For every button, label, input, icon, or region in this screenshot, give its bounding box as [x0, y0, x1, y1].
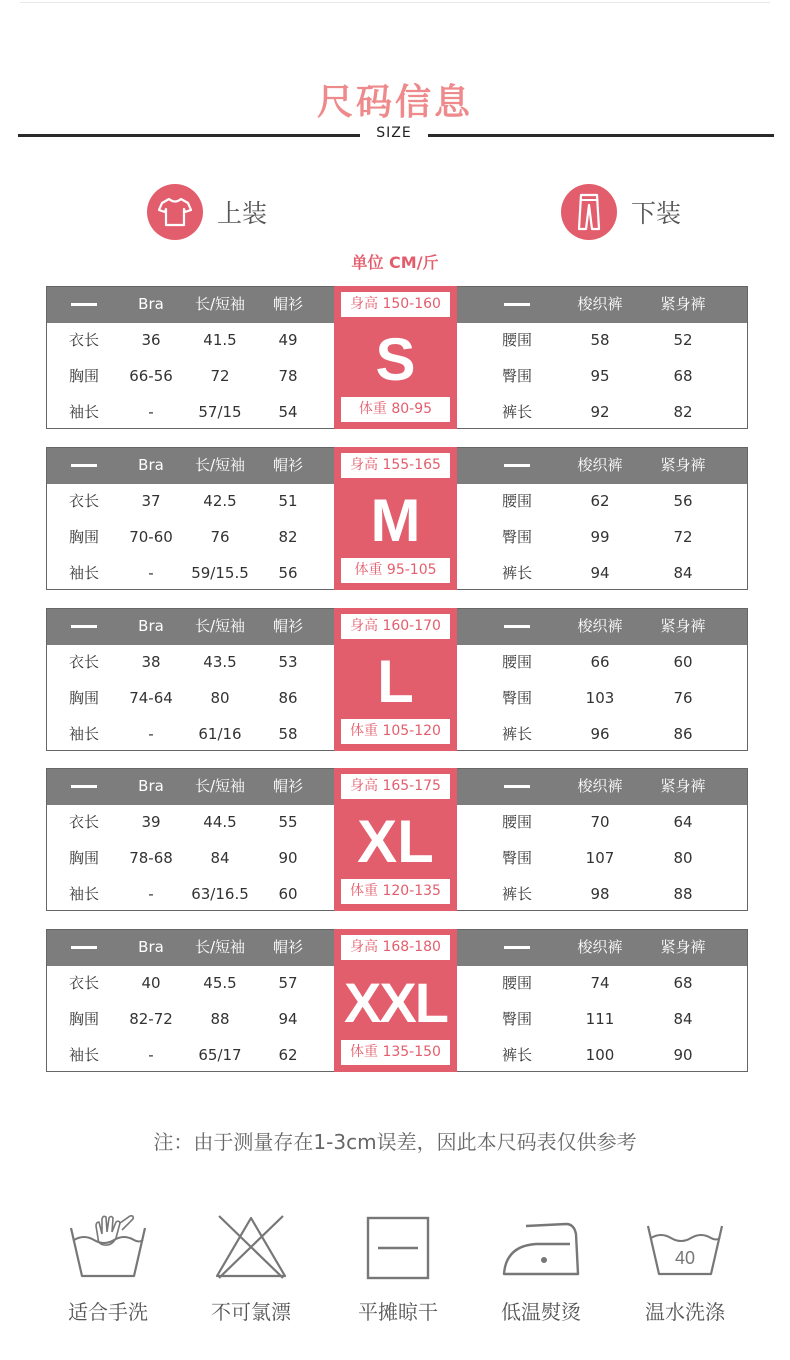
low-iron-icon — [496, 1212, 586, 1282]
size-letter: XL — [357, 808, 434, 875]
header-dash-bottom — [504, 946, 530, 949]
column-header: Bra — [138, 938, 164, 956]
column-header: 紧身裤 — [660, 295, 706, 313]
column-header: 帽衫 — [272, 617, 303, 635]
height-range: 身高 168-180 — [341, 935, 450, 960]
table-cell: 66-56 — [129, 367, 173, 385]
size-letter: S — [375, 326, 416, 393]
header-dash-top — [71, 303, 97, 306]
row-label: 臀围 — [501, 1010, 532, 1028]
unit-label: 单位 CM/斤 — [351, 253, 439, 272]
header-dash-top — [71, 625, 97, 628]
header-dash-bottom — [504, 464, 530, 467]
column-header: 长/短袖 — [194, 456, 246, 474]
table-cell: 88 — [673, 885, 693, 903]
wash-40-icon — [645, 1212, 725, 1282]
table-cell: 37 — [141, 492, 161, 510]
table-cell: - — [148, 725, 154, 743]
row-label: 袖长 — [68, 564, 99, 582]
column-header: 长/短袖 — [194, 777, 246, 795]
column-header: 紧身裤 — [660, 617, 706, 635]
table-cell: 57 — [278, 974, 298, 992]
column-header: 梭织裤 — [577, 777, 623, 795]
table-cell: 55 — [278, 813, 298, 831]
row-label: 胸围 — [68, 528, 99, 546]
row-label: 裤长 — [501, 725, 532, 743]
table-cell: 65/17 — [198, 1046, 242, 1064]
title-rule-left — [18, 134, 360, 137]
height-range: 身高 160-170 — [341, 614, 450, 639]
size-panel — [334, 608, 457, 751]
table-cell: 38 — [141, 653, 161, 671]
row-label: 腰围 — [501, 331, 532, 349]
table-cell: 78-68 — [129, 849, 173, 867]
row-label: 腰围 — [501, 813, 532, 831]
table-cell: 42.5 — [203, 492, 237, 510]
table-cell: 54 — [278, 403, 298, 421]
column-header: 梭织裤 — [577, 456, 623, 474]
table-cell: 58 — [278, 725, 298, 743]
table-cell: - — [148, 885, 154, 903]
size-panel — [334, 929, 457, 1072]
column-header: 紧身裤 — [660, 777, 706, 795]
table-cell: 98 — [590, 885, 610, 903]
dry-flat-icon — [358, 1212, 438, 1282]
pants-icon — [561, 184, 617, 240]
table-cell: 45.5 — [203, 974, 237, 992]
weight-range: 体重 120-135 — [341, 879, 450, 904]
table-cell: 74 — [590, 974, 610, 992]
table-cell: 43.5 — [203, 653, 237, 671]
table-cell: 51 — [278, 492, 298, 510]
table-cell: - — [148, 1046, 154, 1064]
size-table-m — [46, 447, 748, 590]
size-table-l — [46, 608, 748, 751]
header-dash-top — [71, 464, 97, 467]
row-label: 臀围 — [501, 689, 532, 707]
row-label: 衣长 — [68, 813, 99, 831]
row-label: 袖长 — [68, 403, 99, 421]
table-cell: 95 — [590, 367, 610, 385]
table-cell: 84 — [673, 564, 693, 582]
weight-range: 体重 135-150 — [341, 1040, 450, 1065]
category-top — [147, 184, 267, 240]
column-header: 长/短袖 — [194, 617, 246, 635]
table-cell: 66 — [590, 653, 610, 671]
table-cell: 70 — [590, 813, 610, 831]
table-cell: 61/16 — [198, 725, 242, 743]
row-label: 裤长 — [501, 564, 532, 582]
category-bottom — [561, 184, 681, 240]
height-range: 身高 150-160 — [341, 292, 450, 317]
title-rule-right — [428, 134, 774, 137]
table-cell: 94 — [278, 1010, 298, 1028]
tshirt-icon — [147, 184, 203, 240]
row-label: 臀围 — [501, 367, 532, 385]
column-header: 梭织裤 — [577, 295, 623, 313]
table-cell: 84 — [210, 849, 230, 867]
row-label: 衣长 — [68, 331, 99, 349]
table-cell: 82-72 — [129, 1010, 173, 1028]
care-label: 适合手洗 — [68, 1300, 148, 1324]
height-range: 身高 155-165 — [341, 453, 450, 478]
table-cell: 70-60 — [129, 528, 173, 546]
size-panel — [334, 286, 457, 429]
wash-temp: 40 — [674, 1248, 696, 1268]
care-label: 温水洗涤 — [645, 1300, 725, 1324]
table-cell: 63/16.5 — [191, 885, 249, 903]
weight-range: 体重 80-95 — [341, 397, 450, 422]
row-label: 臀围 — [501, 849, 532, 867]
row-label: 胸围 — [68, 367, 99, 385]
table-cell: 90 — [673, 1046, 693, 1064]
weight-range: 体重 105-120 — [341, 719, 450, 744]
category-bottom-label: 下装 — [631, 199, 682, 228]
row-label: 臀围 — [501, 528, 532, 546]
column-header: 帽衫 — [272, 295, 303, 313]
table-cell: 94 — [590, 564, 610, 582]
table-cell: 64 — [673, 813, 693, 831]
column-header: Bra — [138, 617, 164, 635]
page-title: 尺码信息 — [316, 82, 473, 123]
table-cell: 100 — [585, 1046, 615, 1064]
care-label: 不可氯漂 — [211, 1300, 291, 1324]
table-cell: 60 — [278, 885, 298, 903]
column-header: 梭织裤 — [577, 938, 623, 956]
page-subtitle: SIZE — [376, 125, 412, 141]
measurement-note: 注：由于测量存在1-3cm误差，因此本尺码表仅供参考 — [153, 1130, 637, 1154]
header-dash-top — [71, 946, 97, 949]
row-label: 袖长 — [68, 1046, 99, 1064]
care-dry-flat — [343, 1212, 453, 1325]
table-cell: 82 — [673, 403, 693, 421]
column-header: Bra — [138, 295, 164, 313]
table-cell: 56 — [673, 492, 693, 510]
table-cell: 68 — [673, 974, 693, 992]
column-header: 紧身裤 — [660, 938, 706, 956]
care-no-bleach — [196, 1212, 306, 1325]
row-label: 胸围 — [68, 1010, 99, 1028]
table-cell: 53 — [278, 653, 298, 671]
table-cell: 49 — [278, 331, 298, 349]
row-label: 胸围 — [68, 849, 99, 867]
column-header: 帽衫 — [272, 938, 303, 956]
header-dash-bottom — [504, 625, 530, 628]
table-cell: 80 — [673, 849, 693, 867]
row-label: 袖长 — [68, 885, 99, 903]
table-cell: 86 — [673, 725, 693, 743]
row-label: 腰围 — [501, 653, 532, 671]
size-panel — [334, 768, 457, 911]
column-header: 帽衫 — [272, 777, 303, 795]
table-cell: 52 — [673, 331, 693, 349]
header-dash-bottom — [504, 785, 530, 788]
table-cell: 82 — [278, 528, 298, 546]
table-cell: 40 — [141, 974, 161, 992]
table-cell: 92 — [590, 403, 610, 421]
size-table-s — [46, 286, 748, 429]
header-dash-bottom — [504, 303, 530, 306]
care-low-iron — [486, 1212, 596, 1325]
table-cell: 36 — [141, 331, 161, 349]
table-cell: 39 — [141, 813, 161, 831]
weight-range: 体重 95-105 — [341, 558, 450, 583]
row-label: 腰围 — [501, 974, 532, 992]
top-divider — [20, 2, 770, 3]
size-panel — [334, 447, 457, 590]
table-cell: 103 — [585, 689, 615, 707]
header-dash-top — [71, 785, 97, 788]
row-label: 裤长 — [501, 403, 532, 421]
table-cell: 78 — [278, 367, 298, 385]
table-cell: 90 — [278, 849, 298, 867]
size-table-xxl — [46, 929, 748, 1072]
table-cell: 111 — [585, 1010, 615, 1028]
column-header: Bra — [138, 456, 164, 474]
size-letter: L — [377, 648, 414, 715]
size-letter: M — [370, 487, 421, 554]
table-cell: 59/15.5 — [191, 564, 249, 582]
table-cell: 41.5 — [203, 331, 237, 349]
table-cell: - — [148, 564, 154, 582]
table-cell: 76 — [673, 689, 693, 707]
table-cell: 60 — [673, 653, 693, 671]
care-hand-wash — [53, 1212, 163, 1325]
row-label: 袖长 — [68, 725, 99, 743]
column-header: Bra — [138, 777, 164, 795]
table-cell: 56 — [278, 564, 298, 582]
table-cell: 62 — [590, 492, 610, 510]
row-label: 腰围 — [501, 492, 532, 510]
height-range: 身高 165-175 — [341, 774, 450, 799]
size-table-xl — [46, 768, 748, 911]
column-header: 长/短袖 — [194, 938, 246, 956]
table-cell: 58 — [590, 331, 610, 349]
table-cell: 57/15 — [198, 403, 242, 421]
column-header: 长/短袖 — [194, 295, 246, 313]
table-cell: 107 — [585, 849, 615, 867]
no-bleach-icon — [211, 1212, 291, 1282]
column-header: 紧身裤 — [660, 456, 706, 474]
table-cell: 72 — [673, 528, 693, 546]
row-label: 裤长 — [501, 1046, 532, 1064]
table-cell: - — [148, 403, 154, 421]
table-cell: 44.5 — [203, 813, 237, 831]
table-cell: 86 — [278, 689, 298, 707]
table-cell: 96 — [590, 725, 610, 743]
table-cell: 62 — [278, 1046, 298, 1064]
table-cell: 84 — [673, 1010, 693, 1028]
care-label: 平摊晾干 — [358, 1300, 438, 1324]
size-letter: XXL — [344, 971, 447, 1034]
table-cell: 88 — [210, 1010, 230, 1028]
column-header: 帽衫 — [272, 456, 303, 474]
care-label: 低温熨烫 — [501, 1300, 581, 1324]
care-wash-40 — [630, 1212, 740, 1325]
hand-wash-icon — [68, 1212, 148, 1282]
category-top-label: 上装 — [217, 199, 268, 228]
table-cell: 80 — [210, 689, 230, 707]
column-header: 梭织裤 — [577, 617, 623, 635]
row-label: 衣长 — [68, 492, 99, 510]
row-label: 胸围 — [68, 689, 99, 707]
table-cell: 74-64 — [129, 689, 173, 707]
table-cell: 68 — [673, 367, 693, 385]
table-cell: 99 — [590, 528, 610, 546]
row-label: 衣长 — [68, 974, 99, 992]
table-cell: 72 — [210, 367, 230, 385]
table-cell: 76 — [210, 528, 230, 546]
row-label: 衣长 — [68, 653, 99, 671]
row-label: 裤长 — [501, 885, 532, 903]
